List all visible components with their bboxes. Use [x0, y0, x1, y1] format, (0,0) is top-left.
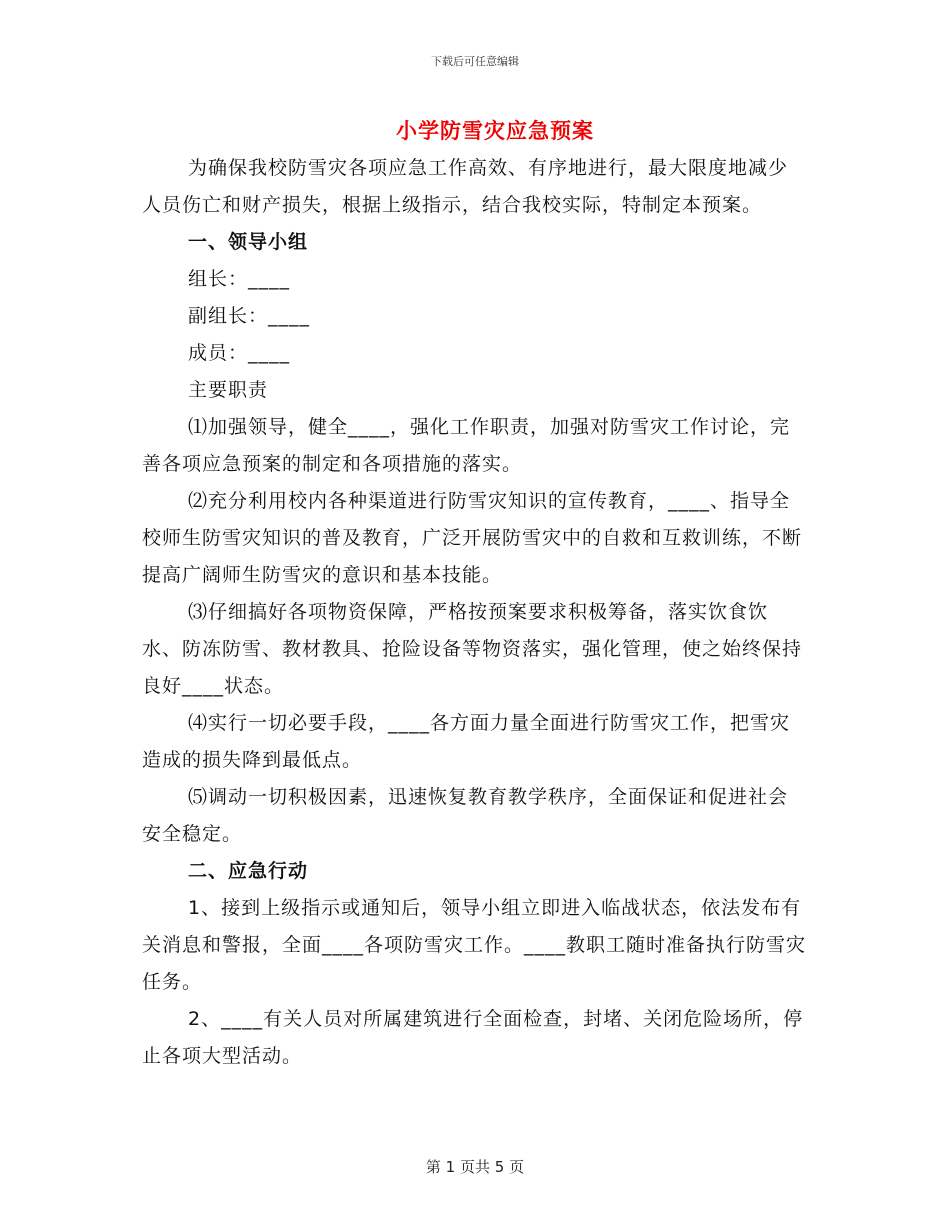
page-footer: 第 1 页共 5 页 [425, 1158, 525, 1176]
duty-item-3: ⑶仔细搞好各项物资保障，严格按预案要求积极筹备，落实饮食饮水、防冻防雪、教材教具、抢险设备等物资落实，强化管理，使之始终保持良好____状态。 [142, 601, 803, 697]
deputy-leader-line: 副组长：____ [188, 305, 311, 327]
members-line: 成员：____ [188, 342, 291, 364]
duty-item-4: ⑷实行一切必要手段，____各方面力量全面进行防雪灾工作，把雪灾造成的损失降到最低点。 [142, 712, 791, 771]
duties-heading: 主要职责 [188, 379, 269, 401]
action-item-2: 2、____有关人员对所属建筑进行全面检查，封堵、关闭危险场所，停止各项大型活动。 [142, 1008, 804, 1067]
section-heading-emergency-action: 二、应急行动 [188, 860, 309, 882]
leader-line: 组长：____ [188, 268, 291, 290]
duty-item-2: ⑵充分利用校内各种渠道进行防雪灾知识的宣传教育，____、指导全校师生防雪灾知识的普及教育，广泛开展防雪灾中的自救和互救训练，不断提高广阔师生防雪灾的意识和基本技能。 [142, 490, 803, 586]
document-title: 小学防雪灾应急预案 [396, 119, 594, 143]
duty-item-5: ⑸调动一切积极因素，迅速恢复教育教学秩序，全面保证和促进社会安全稳定。 [142, 786, 789, 845]
intro-paragraph: 为确保我校防雪灾各项应急工作高效、有序地进行，最大限度地减少人员伤亡和财产损失，根据上级指示，结合我校实际，特制定本预案。 [142, 157, 789, 216]
document-body [142, 150, 807, 1075]
page-header: 下载后可任意编辑 [431, 55, 519, 68]
action-item-1: 1、接到上级指示或通知后，领导小组立即进入临战状态，依法发布有关消息和警报，全面____各项防雪灾工作。____教职工随时准备执行防雪灾任务。 [142, 897, 807, 993]
duty-item-1: ⑴加强领导，健全____，强化工作职责，加强对防雪灾工作讨论，完善各项应急预案的制定和各项措施的落实。 [142, 416, 791, 475]
section-heading-leadership: 一、领导小组 [188, 231, 309, 253]
